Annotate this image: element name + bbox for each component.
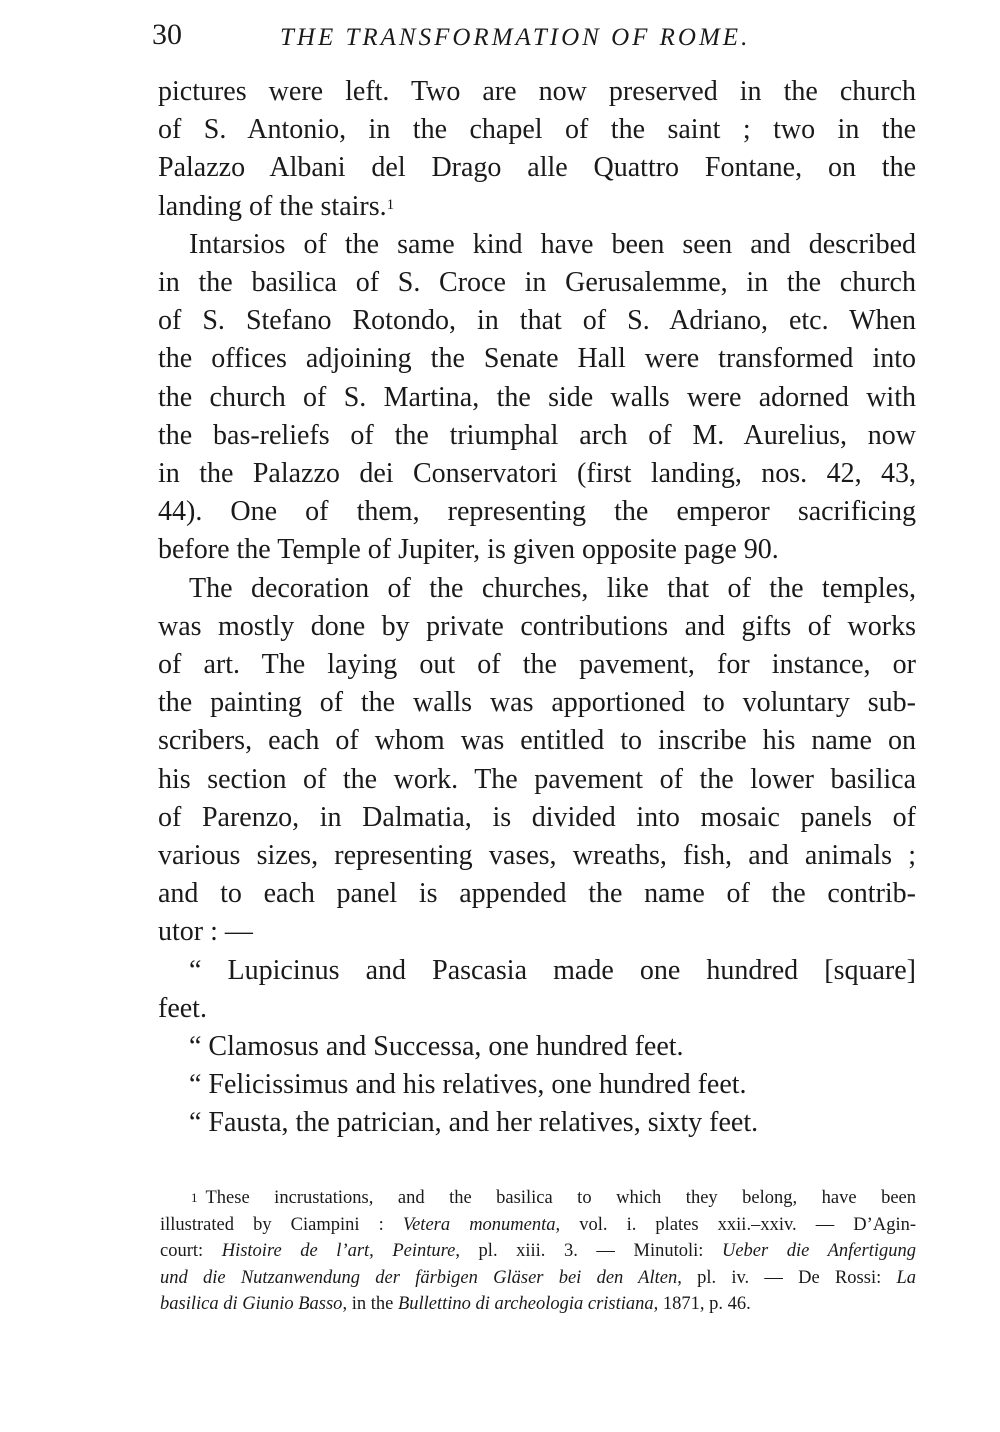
text-line: of S. Stefano Rotondo, in that of S. Adriano, etc. When <box>158 305 916 337</box>
footnote-text: , vol. i. plates xxii.–xxiv. — D’Agin- <box>555 1214 916 1235</box>
main-text <box>158 73 916 1143</box>
text-line: of Parenzo, in Dalmatia, is divided into mosaic panels of <box>158 801 916 833</box>
text-line: “ Felicissimus and his relatives, one hundred feet. <box>189 1069 747 1101</box>
footnote-line <box>160 1238 916 1265</box>
page-number: 30 <box>152 18 182 51</box>
text-line: the bas-reliefs of the triumphal arch of M. Aurelius, now <box>158 419 916 451</box>
text-line: utor : — <box>158 916 253 948</box>
footnote-text: court: <box>160 1241 222 1262</box>
text-line: before the Temple of Jupiter, is given opposite page 90. <box>158 534 779 566</box>
footnote-title: La <box>896 1267 917 1288</box>
text-line: the painting of the walls was apportioned to voluntary sub- <box>158 687 916 719</box>
text-line: Intarsios of the same kind have been seen and described <box>189 228 916 260</box>
text-line: 44). One of them, representing the emperor sacrificing <box>158 496 916 528</box>
footnote-title: und die Nutzanwendung der färbigen Gläser bei den Alten <box>160 1267 678 1288</box>
text-line: in the basilica of S. Croce in Gerusalemme, in the church <box>158 267 916 299</box>
text-line: “ Clamosus and Successa, one hundred feet. <box>189 1031 684 1063</box>
paragraph-1 <box>158 73 916 226</box>
footnote-title: Ueber die Anfertigung <box>721 1241 916 1262</box>
footnote-title: basilica di Giunio Basso <box>160 1294 343 1315</box>
text-line: of S. Antonio, in the chapel of the saint ; two in the <box>158 114 916 146</box>
footnote-title: Bullettino di archeologia cristiana <box>397 1294 654 1315</box>
footnote <box>160 1185 916 1318</box>
quote-1 <box>158 952 916 1028</box>
page-header <box>150 18 920 58</box>
text-line: in the Palazzo dei Conservatori (first landing, nos. 42, 43, <box>158 458 916 490</box>
footnote-line <box>160 1185 916 1212</box>
footnote-mark: 1 <box>191 1190 198 1205</box>
text-line: various sizes, representing vases, wreaths, fish, and animals ; <box>158 840 916 872</box>
footnote-line <box>160 1265 916 1292</box>
footnote-reference: 1 <box>386 196 395 213</box>
footnote-text: , in the <box>342 1294 398 1315</box>
text-line: “ Lupicinus and Pascasia made one hundred [square] <box>189 954 916 986</box>
footnote-text: These incrustations, and the basilica to which they belong, have been <box>205 1188 916 1208</box>
paragraph-2 <box>158 226 916 570</box>
text-line: was mostly done by private contributions and gifts of works <box>158 610 916 642</box>
text-line-content: landing of the stairs. <box>158 190 387 222</box>
text-line: scribers, each of whom was entitled to inscribe his name on <box>158 725 916 757</box>
paragraph-3 <box>158 570 916 952</box>
text-line: the church of S. Martina, the side walls were adorned with <box>158 381 916 413</box>
footnote-title: Histoire de l’art, Peinture <box>221 1241 456 1262</box>
text-line: feet. <box>158 992 207 1024</box>
quote-4 <box>158 1104 916 1142</box>
footnote-text: illustrated by Ciampini : <box>160 1214 403 1235</box>
text-line: the offices adjoining the Senate Hall were transformed into <box>158 343 916 375</box>
text-line: of art. The laying out of the pavement, for instance, or <box>158 649 916 681</box>
quote-2 <box>158 1028 916 1066</box>
footnote-line <box>160 1212 916 1239</box>
footnote-text: , pl. xiii. 3. — Minutoli: <box>455 1241 722 1262</box>
footnote-text: , 1871, p. 46. <box>653 1294 751 1315</box>
running-title: THE TRANSFORMATION OF ROME. <box>280 24 751 51</box>
text-line <box>158 188 916 226</box>
quote-3 <box>158 1066 916 1104</box>
text-line: “ Fausta, the patrician, and her relatives, sixty feet. <box>189 1107 759 1139</box>
text-line: The decoration of the churches, like that of the temples, <box>189 572 916 604</box>
footnote-line <box>160 1291 916 1318</box>
text-line: pictures were left. Two are now preserved in the church <box>158 76 916 107</box>
text-line: his section of the work. The pavement of the lower basilica <box>158 763 916 795</box>
text-line: Palazzo Albani del Drago alle Quattro Fontane, on the <box>158 152 916 184</box>
text-line: and to each panel is appended the name of the contrib- <box>158 878 916 910</box>
footnote-title: Vetera monumenta <box>402 1214 556 1235</box>
footnote-text: , pl. iv. — De Rossi: <box>677 1267 897 1288</box>
